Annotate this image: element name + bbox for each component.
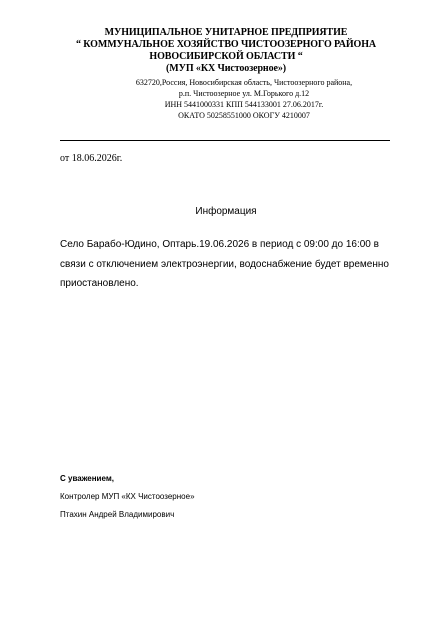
document-body <box>60 235 410 294</box>
org-short-name: (МУП «КХ Чистоозерное») <box>166 63 286 74</box>
signature-block <box>60 470 195 524</box>
signature-closing: С уважением, <box>60 474 114 483</box>
okato-okogu-line: ОКАТО 50258551000 ОКОГУ 4210007 <box>178 111 310 120</box>
header-divider <box>60 140 390 141</box>
signature-position: Контролер МУП «КХ Чистоозерное» <box>60 492 195 501</box>
body-line-2: связи с отключением электроэнергии, водоснабжение будет временно <box>60 258 389 270</box>
org-address-block <box>96 77 392 121</box>
body-line-3: приостановлено. <box>60 278 139 289</box>
document-date: от 18.06.2026г. <box>60 153 123 164</box>
org-name-line-2: “ КОММУНАЛЬНОЕ ХОЗЯЙСТВО ЧИСТООЗЕРНОГО РАЙОНА <box>75 39 377 50</box>
letterhead <box>60 27 392 121</box>
org-name-line-1: МУНИЦИПАЛЬНОЕ УНИТАРНОЕ ПРЕДПРИЯТИЕ <box>104 27 348 38</box>
document-title: Информация <box>195 206 257 217</box>
address-line: 632720,Россия, Новосибирская область, Чистоозерного района, <box>135 78 353 87</box>
signature-name: Птахин Андрей Владимирович <box>60 510 175 519</box>
street-line: р.п. Чистоозерное ул. М.Горького д.12 <box>178 89 310 98</box>
body-line-1: Село Барабо-Юдино, Оптарь.19.06.2026 в период с 09:00 до 16:00 в <box>60 239 379 250</box>
org-name-line-3: НОВОСИБИРСКОЙ ОБЛАСТИ “ <box>149 51 303 62</box>
inn-kpp-line: ИНН 5441000331 КПП 544133001 27.06.2017г. <box>164 100 324 109</box>
